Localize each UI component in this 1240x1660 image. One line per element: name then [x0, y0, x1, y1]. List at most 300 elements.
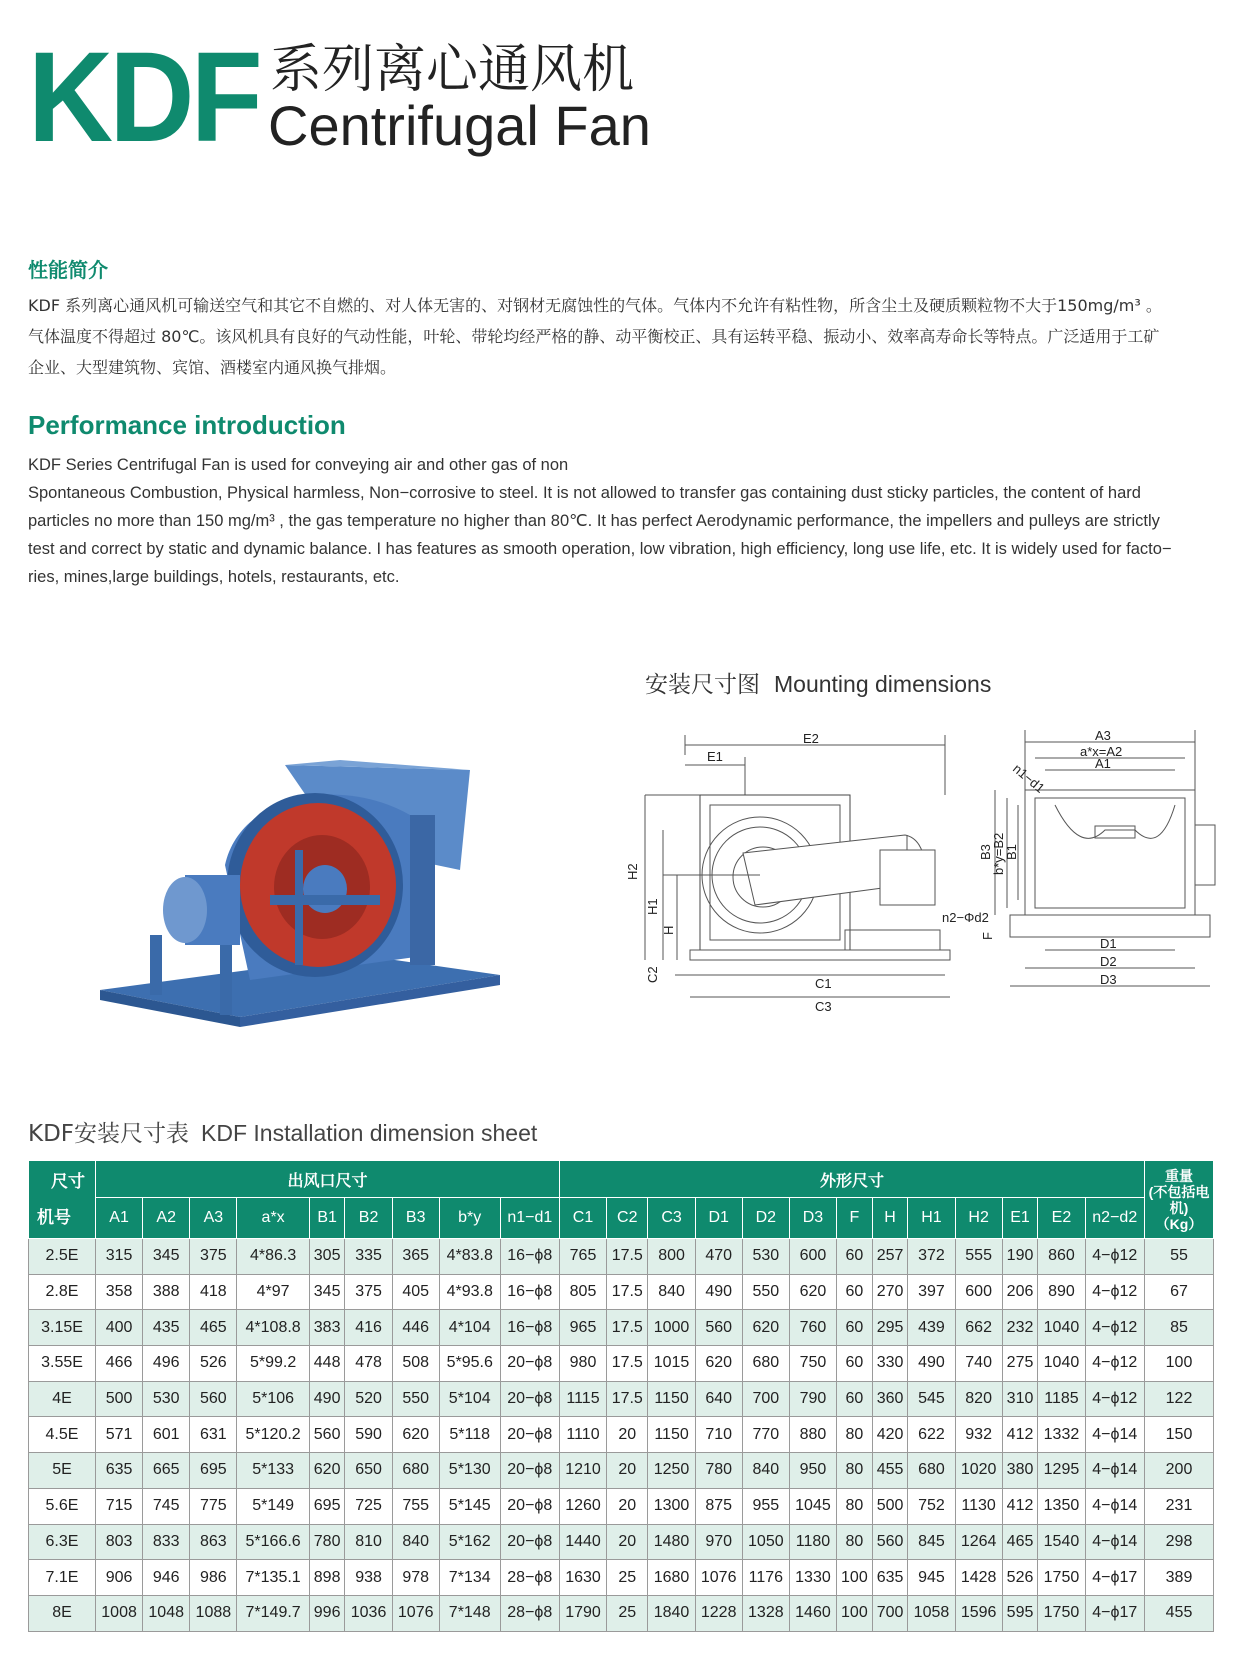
table-cell: 715 [96, 1488, 143, 1524]
table-cell: 5*166.6 [237, 1524, 309, 1560]
dim-label-C2: C2 [645, 966, 660, 983]
table-cell: 571 [96, 1417, 143, 1453]
table-cell: 1015 [648, 1346, 695, 1382]
sheet-title-cn: KDF安装尺寸表 [28, 1121, 190, 1147]
intro-paragraph-cn [28, 290, 1218, 383]
table-cell: 5*162 [439, 1524, 500, 1560]
table-cell: 890 [1038, 1274, 1085, 1310]
table-cell: 530 [143, 1381, 190, 1417]
table-cell: 448 [309, 1346, 345, 1382]
table-cell: 465 [1002, 1524, 1038, 1560]
table-cell: 4−ϕ14 [1085, 1524, 1144, 1560]
table-cell: 863 [190, 1524, 237, 1560]
table-cell: 1750 [1038, 1560, 1085, 1596]
table-cell: 560 [872, 1524, 908, 1560]
corner-label-model: 机号 [37, 1208, 71, 1227]
table-cell: 725 [345, 1488, 392, 1524]
table-cell: 5*118 [439, 1417, 500, 1453]
table-cell: 1020 [955, 1453, 1002, 1489]
table-cell: 560 [190, 1381, 237, 1417]
table-cell: 1180 [789, 1524, 836, 1560]
table-cell: 20−ϕ8 [500, 1524, 559, 1560]
table-cell: 67 [1145, 1274, 1214, 1310]
table-cell: 80 [837, 1453, 873, 1489]
table-cell: 595 [1002, 1595, 1038, 1631]
table-row [29, 1488, 1214, 1524]
table-cell: 231 [1145, 1488, 1214, 1524]
table-cell: 466 [96, 1346, 143, 1382]
dim-label-n2d2: n2−Φd2 [942, 910, 989, 925]
model-cell: 4E [29, 1381, 96, 1417]
table-cell: 16−ϕ8 [500, 1274, 559, 1310]
table-cell: 620 [309, 1453, 345, 1489]
column-header: b*y [439, 1198, 500, 1239]
table-cell: 335 [345, 1239, 392, 1275]
table-cell: 1332 [1038, 1417, 1085, 1453]
table-cell: 20 [607, 1417, 648, 1453]
table-cell: 1460 [789, 1595, 836, 1631]
table-cell: 375 [190, 1239, 237, 1275]
table-cell: 1040 [1038, 1310, 1085, 1346]
table-cell: 405 [392, 1274, 439, 1310]
table-cell: 20 [607, 1488, 648, 1524]
table-cell: 631 [190, 1417, 237, 1453]
table-cell: 20−ϕ8 [500, 1346, 559, 1382]
intro-en-line: KDF Series Centrifugal Fan is used for conveying air and other gas of non [28, 456, 569, 474]
intro-heading-en: Performance introduction [28, 410, 346, 440]
table-cell: 508 [392, 1346, 439, 1382]
dim-label-D2: D2 [1100, 954, 1117, 969]
table-cell: 1210 [559, 1453, 606, 1489]
table-cell: 7*134 [439, 1560, 500, 1596]
table-cell: 700 [742, 1381, 789, 1417]
table-cell: 765 [559, 1239, 606, 1275]
table-cell: 60 [837, 1346, 873, 1382]
table-cell: 1596 [955, 1595, 1002, 1631]
table-cell: 1330 [789, 1560, 836, 1596]
table-cell: 4*104 [439, 1310, 500, 1346]
column-header: E2 [1038, 1198, 1085, 1239]
table-cell: 898 [309, 1560, 345, 1596]
intro-cn-line: 气体温度不得超过 80℃。该风机具有良好的气动性能，叶轮、带轮均经严格的静、动平衡校正、具有运转平稳、振动小、效率高寿命长等特点。广泛适用于工矿 [28, 327, 1160, 346]
table-cell: 4*86.3 [237, 1239, 309, 1275]
table-cell: 17.5 [607, 1310, 648, 1346]
table-cell: 375 [345, 1274, 392, 1310]
table-cell: 555 [955, 1239, 1002, 1275]
table-cell: 526 [1002, 1560, 1038, 1596]
table-cell: 1840 [648, 1595, 695, 1631]
table-cell: 770 [742, 1417, 789, 1453]
column-header: C3 [648, 1198, 695, 1239]
table-cell: 1428 [955, 1560, 1002, 1596]
table-cell: 680 [392, 1453, 439, 1489]
table-cell: 965 [559, 1310, 606, 1346]
table-cell: 1480 [648, 1524, 695, 1560]
sheet-title [28, 1115, 537, 1148]
table-row [29, 1274, 1214, 1310]
table-cell: 600 [789, 1239, 836, 1275]
table-cell: 780 [695, 1453, 742, 1489]
table-row [29, 1595, 1214, 1631]
table-row [29, 1346, 1214, 1382]
table-cell: 545 [908, 1381, 955, 1417]
table-cell: 397 [908, 1274, 955, 1310]
table-cell: 906 [96, 1560, 143, 1596]
mounting-title [645, 666, 991, 699]
table-cell: 28−ϕ8 [500, 1560, 559, 1596]
table-cell: 270 [872, 1274, 908, 1310]
table-cell: 388 [143, 1274, 190, 1310]
table-cell: 20 [607, 1453, 648, 1489]
table-cell: 412 [1002, 1417, 1038, 1453]
table-cell: 1440 [559, 1524, 606, 1560]
table-cell: 620 [742, 1310, 789, 1346]
table-cell: 840 [648, 1274, 695, 1310]
table-cell: 435 [143, 1310, 190, 1346]
table-cell: 122 [1145, 1381, 1214, 1417]
dim-label-n1d1: n1−d1 [1010, 760, 1048, 796]
table-cell: 5*133 [237, 1453, 309, 1489]
table-cell: 60 [837, 1274, 873, 1310]
table-cell: 4−ϕ17 [1085, 1595, 1144, 1631]
table-cell: 416 [345, 1310, 392, 1346]
table-cell: 1328 [742, 1595, 789, 1631]
dim-label-C1: C1 [815, 976, 832, 991]
table-cell: 1076 [695, 1560, 742, 1596]
table-cell: 526 [190, 1346, 237, 1382]
table-cell: 358 [96, 1274, 143, 1310]
table-cell: 4−ϕ12 [1085, 1274, 1144, 1310]
table-cell: 955 [742, 1488, 789, 1524]
table-cell: 662 [955, 1310, 1002, 1346]
table-cell: 1076 [392, 1595, 439, 1631]
table-cell: 875 [695, 1488, 742, 1524]
model-cell: 3.15E [29, 1310, 96, 1346]
fan-product-image [90, 755, 510, 1045]
table-cell: 55 [1145, 1239, 1214, 1275]
column-header: H1 [908, 1198, 955, 1239]
table-cell: 845 [908, 1524, 955, 1560]
table-cell: 665 [143, 1453, 190, 1489]
table-cell: 100 [837, 1595, 873, 1631]
table-cell: 752 [908, 1488, 955, 1524]
table-cell: 372 [908, 1239, 955, 1275]
group-header-outlet: 出风口尺寸 [96, 1161, 560, 1198]
table-cell: 5*149 [237, 1488, 309, 1524]
table-cell: 932 [955, 1417, 1002, 1453]
dim-label-B3: B3 [978, 844, 993, 860]
table-cell: 360 [872, 1381, 908, 1417]
table-cell: 20−ϕ8 [500, 1453, 559, 1489]
table-cell: 257 [872, 1239, 908, 1275]
dim-label-F: F [980, 932, 995, 940]
table-cell: 4−ϕ14 [1085, 1453, 1144, 1489]
table-cell: 1250 [648, 1453, 695, 1489]
table-cell: 4−ϕ12 [1085, 1310, 1144, 1346]
table-cell: 601 [143, 1417, 190, 1453]
model-cell: 3.55E [29, 1346, 96, 1382]
model-cell: 6.3E [29, 1524, 96, 1560]
table-cell: 1680 [648, 1560, 695, 1596]
table-cell: 745 [143, 1488, 190, 1524]
dim-label-D3: D3 [1100, 972, 1117, 987]
column-header: D2 [742, 1198, 789, 1239]
table-cell: 80 [837, 1417, 873, 1453]
table-cell: 310 [1002, 1381, 1038, 1417]
table-cell: 560 [695, 1310, 742, 1346]
table-column-row [29, 1198, 1214, 1239]
column-header: H [872, 1198, 908, 1239]
dim-label-B1: B1 [1004, 844, 1019, 860]
table-cell: 840 [392, 1524, 439, 1560]
table-cell: 4−ϕ12 [1085, 1346, 1144, 1382]
table-cell: 800 [648, 1239, 695, 1275]
intro-en-line: test and correct by static and dynamic balance. I has features as smooth operation, low vibration, high efficiency, long use life, etc. It is widely used for facto− [28, 540, 1172, 558]
dim-label-A3: A3 [1095, 728, 1111, 743]
table-row [29, 1381, 1214, 1417]
table-cell: 1150 [648, 1417, 695, 1453]
dim-label-C3: C3 [815, 999, 832, 1014]
table-cell: 490 [908, 1346, 955, 1382]
column-header: B3 [392, 1198, 439, 1239]
table-cell: 1350 [1038, 1488, 1085, 1524]
page-title-cn: 系列离心通风机 [270, 40, 635, 100]
table-cell: 640 [695, 1381, 742, 1417]
column-header: C2 [607, 1198, 648, 1239]
table-cell: 635 [96, 1453, 143, 1489]
table-cell: 345 [143, 1239, 190, 1275]
model-cell: 4.5E [29, 1417, 96, 1453]
table-cell: 760 [789, 1310, 836, 1346]
table-cell: 5*99.2 [237, 1346, 309, 1382]
table-cell: 17.5 [607, 1239, 648, 1275]
table-cell: 465 [190, 1310, 237, 1346]
table-cell: 600 [955, 1274, 1002, 1310]
table-cell: 60 [837, 1239, 873, 1275]
table-cell: 1228 [695, 1595, 742, 1631]
mounting-diagram-side [625, 731, 975, 1025]
model-cell: 7.1E [29, 1560, 96, 1596]
table-cell: 1300 [648, 1488, 695, 1524]
table-row [29, 1453, 1214, 1489]
table-cell: 950 [789, 1453, 836, 1489]
table-cell: 17.5 [607, 1346, 648, 1382]
table-cell: 1185 [1038, 1381, 1085, 1417]
table-cell: 4*93.8 [439, 1274, 500, 1310]
column-header: A1 [96, 1198, 143, 1239]
dim-label-E1: E1 [707, 749, 723, 764]
table-cell: 365 [392, 1239, 439, 1275]
column-header: H2 [955, 1198, 1002, 1239]
table-cell: 446 [392, 1310, 439, 1346]
table-cell: 20−ϕ8 [500, 1381, 559, 1417]
brand-logo: KDF [28, 26, 259, 169]
table-cell: 7*148 [439, 1595, 500, 1631]
table-cell: 880 [789, 1417, 836, 1453]
table-cell: 620 [695, 1346, 742, 1382]
table-cell: 20−ϕ8 [500, 1417, 559, 1453]
table-cell: 1050 [742, 1524, 789, 1560]
dim-label-H: H [661, 925, 676, 935]
intro-heading-cn: 性能简介 [28, 258, 108, 282]
weight-unit: （Kg） [1155, 1215, 1203, 1232]
page-title-en: Centrifugal Fan [268, 94, 651, 157]
table-cell: 622 [908, 1417, 955, 1453]
table-cell: 16−ϕ8 [500, 1239, 559, 1275]
intro-cn-line: 企业、大型建筑物、宾馆、酒楼室内通风换气排烟。 [28, 358, 397, 377]
group-header-outline: 外形尺寸 [559, 1161, 1144, 1198]
table-cell: 945 [908, 1560, 955, 1596]
table-cell: 16−ϕ8 [500, 1310, 559, 1346]
table-cell: 455 [872, 1453, 908, 1489]
table-cell: 1130 [955, 1488, 1002, 1524]
table-cell: 478 [345, 1346, 392, 1382]
table-cell: 1750 [1038, 1595, 1085, 1631]
dim-label-axA2: a*x=A2 [1080, 744, 1123, 759]
table-cell: 150 [1145, 1417, 1214, 1453]
table-cell: 805 [559, 1274, 606, 1310]
table-cell: 650 [345, 1453, 392, 1489]
table-cell: 4−ϕ12 [1085, 1239, 1144, 1275]
table-cell: 455 [1145, 1595, 1214, 1631]
table-cell: 439 [908, 1310, 955, 1346]
table-row [29, 1560, 1214, 1596]
table-cell: 100 [837, 1560, 873, 1596]
table-cell: 412 [1002, 1488, 1038, 1524]
table-cell: 1176 [742, 1560, 789, 1596]
model-cell: 5E [29, 1453, 96, 1489]
table-cell: 232 [1002, 1310, 1038, 1346]
table-cell: 1150 [648, 1381, 695, 1417]
intro-en-line: Spontaneous Combustion, Physical harmless, Non−corrosive to steel. It is not allowed to transfer gas containing dust sticky particles, the content of hard [28, 484, 1141, 502]
table-cell: 17.5 [607, 1274, 648, 1310]
table-cell: 380 [1002, 1453, 1038, 1489]
model-cell: 5.6E [29, 1488, 96, 1524]
table-cell: 80 [837, 1488, 873, 1524]
table-cell: 520 [345, 1381, 392, 1417]
table-cell: 1045 [789, 1488, 836, 1524]
column-header: E1 [1002, 1198, 1038, 1239]
dimension-table [28, 1160, 1214, 1632]
table-cell: 775 [190, 1488, 237, 1524]
table-cell: 810 [345, 1524, 392, 1560]
table-cell: 25 [607, 1595, 648, 1631]
table-cell: 1000 [648, 1310, 695, 1346]
table-cell: 946 [143, 1560, 190, 1596]
table-cell: 803 [96, 1524, 143, 1560]
dim-label-H1: H1 [645, 898, 660, 915]
dim-label-byB2: b*y=B2 [991, 832, 1006, 875]
table-cell: 80 [837, 1524, 873, 1560]
table-cell: 1260 [559, 1488, 606, 1524]
weight-note: (不包括电机) [1148, 1183, 1210, 1216]
table-cell: 1295 [1038, 1453, 1085, 1489]
table-cell: 345 [309, 1274, 345, 1310]
table-cell: 200 [1145, 1453, 1214, 1489]
table-row [29, 1310, 1214, 1346]
table-cell: 750 [789, 1346, 836, 1382]
table-cell: 560 [309, 1417, 345, 1453]
table-cell: 100 [1145, 1346, 1214, 1382]
dim-label-H2: H2 [625, 863, 640, 880]
table-cell: 4*83.8 [439, 1239, 500, 1275]
table-cell: 7*135.1 [237, 1560, 309, 1596]
table-cell: 5*145 [439, 1488, 500, 1524]
table-cell: 490 [695, 1274, 742, 1310]
table-cell: 420 [872, 1417, 908, 1453]
table-cell: 970 [695, 1524, 742, 1560]
table-cell: 996 [309, 1595, 345, 1631]
intro-en-line: particles no more than 150 mg/m³ , the gas temperature no higher than 80℃. It has perfect Aerodynamic performance, the impellers and pulleys are strictly [28, 512, 1160, 530]
table-cell: 389 [1145, 1560, 1214, 1596]
table-cell: 5*104 [439, 1381, 500, 1417]
table-cell: 1264 [955, 1524, 1002, 1560]
intro-cn-line: KDF 系列离心通风机可输送空气和其它不自燃的、对人体无害的、对钢材无腐蚀性的气体。气体内不允许有粘性物，所含尘土及硬质颗粒物不大于150mg/m³ 。 [28, 296, 1162, 315]
column-header: B1 [309, 1198, 345, 1239]
table-cell: 500 [96, 1381, 143, 1417]
table-cell: 695 [309, 1488, 345, 1524]
table-cell: 17.5 [607, 1381, 648, 1417]
table-row [29, 1524, 1214, 1560]
table-cell: 305 [309, 1239, 345, 1275]
dim-label-A1: A1 [1095, 756, 1111, 771]
table-cell: 5*106 [237, 1381, 309, 1417]
table-cell: 490 [309, 1381, 345, 1417]
table-cell: 590 [345, 1417, 392, 1453]
column-header: C1 [559, 1198, 606, 1239]
table-cell: 978 [392, 1560, 439, 1596]
sheet-title-en: KDF Installation dimension sheet [201, 1120, 538, 1146]
table-cell: 4−ϕ12 [1085, 1381, 1144, 1417]
table-cell: 470 [695, 1239, 742, 1275]
table-cell: 383 [309, 1310, 345, 1346]
table-cell: 4−ϕ14 [1085, 1417, 1144, 1453]
table-cell: 680 [742, 1346, 789, 1382]
table-cell: 1115 [559, 1381, 606, 1417]
table-cell: 740 [955, 1346, 1002, 1382]
table-cell: 550 [742, 1274, 789, 1310]
table-cell: 295 [872, 1310, 908, 1346]
column-header: D3 [789, 1198, 836, 1239]
column-header: A2 [143, 1198, 190, 1239]
table-body [29, 1239, 1214, 1632]
table-cell: 4−ϕ14 [1085, 1488, 1144, 1524]
table-cell: 695 [190, 1453, 237, 1489]
table-cell: 680 [908, 1453, 955, 1489]
table-cell: 790 [789, 1381, 836, 1417]
table-cell: 400 [96, 1310, 143, 1346]
table-cell: 833 [143, 1524, 190, 1560]
table-cell: 4*108.8 [237, 1310, 309, 1346]
table-cell: 980 [559, 1346, 606, 1382]
table-cell: 1040 [1038, 1346, 1085, 1382]
dim-label-E2: E2 [803, 731, 819, 746]
table-cell: 1058 [908, 1595, 955, 1631]
table-cell: 1630 [559, 1560, 606, 1596]
column-header: B2 [345, 1198, 392, 1239]
column-header: A3 [190, 1198, 237, 1239]
dim-label-D1: D1 [1100, 936, 1117, 951]
table-cell: 418 [190, 1274, 237, 1310]
table-cell: 550 [392, 1381, 439, 1417]
table-cell: 4−ϕ17 [1085, 1560, 1144, 1596]
table-cell: 710 [695, 1417, 742, 1453]
table-cell: 1088 [190, 1595, 237, 1631]
table-cell: 5*120.2 [237, 1417, 309, 1453]
mounting-diagram-front [942, 728, 1215, 1020]
table-cell: 190 [1002, 1239, 1038, 1275]
table-cell: 1790 [559, 1595, 606, 1631]
